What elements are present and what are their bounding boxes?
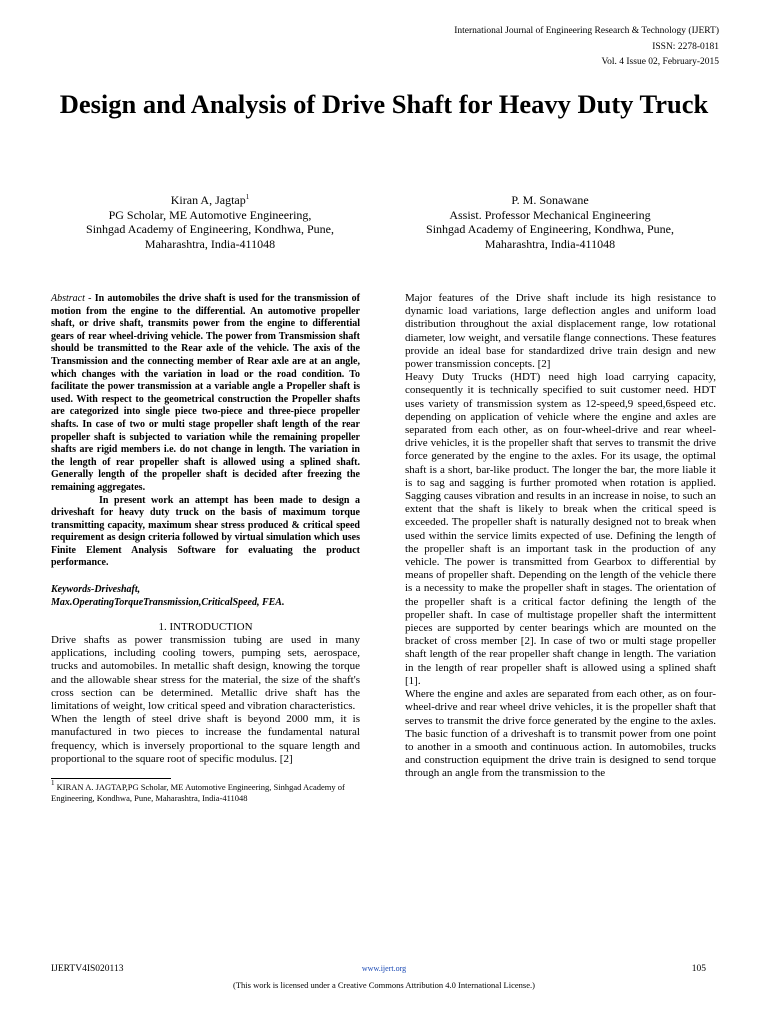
keywords-line: Max.OperatingTorqueTransmission,CriticalSpeed, FEA. [51,597,285,609]
author-name: Kiran A, Jagtap [170,193,246,207]
section-heading-introduction: 1. INTRODUCTION [158,621,253,634]
author-affiliation-line: Sinhgad Academy of Engineering, Kondhwa, Pune, [426,222,674,236]
author-footnote-mark: 1 [245,193,250,201]
footnote-mark: 1 [51,779,55,788]
right-column [405,292,716,781]
body-paragraph: Drive shafts as power transmission tubing are used in many applications, including cooling towers, pumping sets, aerospace, trucks and automobiles. In metallic shaft design, knowing the torque and the allowable shear stress for the material, the size of the shaft's cross section can be determined. Metallic drive shaft has the limitations of weight, low critical speed and vibration characteristics. [51,634,360,713]
author-affiliation-line: PG Scholar, ME Automotive Engineering, [108,207,312,222]
footer-page-number: 105 [691,964,706,974]
body-paragraph: Heavy Duty Trucks (HDT) need high load carrying capacity, consequently it is technically specified to suit customer need. HDT uses variety of transmission system as 12-speed,9 speed,6speed etc. depending on application of vehicle where the engine and axles are separated from each other, as on four-wheel-drive and rear wheel-drive vehicles, it is the propeller shaft that serves to transmit the drive force generated by the engine to the axles. For its usage, the optimal shaft is a short, bar-like product. The longer the bar, the more liable it is to sag and sagging is further promoted when rotation is applied. Sagging causes vibration and results in an increase in noise, to such an extent that the shaft is likely to break when the critical speed is exceeded. The propeller shaft is naturally designed not to break when used within the service limits expected of use. Defining the length of the propeller shaft is an important task in the production of any vehicle. The power is transmitted from Gearbox to differential by means of propeller shaft. Depending on the length of the vehicle there is a necessity to make the propeller shaft in stages. The orientation of the propeller shaft is a critical factor defining the length of the propeller shaft. In case of multistage propeller shaft the intermittent pieces are supported by center bearings which are mounted on the bracket of cross member [2]. In case of two or multi stage propeller shaft length of the rear propeller shaft change in length. The variation in the length of rear propeller shaft is allowed using a splined shaft [1]. [405,371,716,687]
footnote-text: KIRAN A. JAGTAP,PG Scholar, ME Automotive Engineering, Sinhgad Academy of Engineering, Kondhwa, Pune, Maharashtra, India-411048 [51,782,345,804]
abstract-text: In automobiles the drive shaft is used for the transmission of motion from the engine to the differential. An automotive propeller shaft, or drive shaft, transmits power from the engine to differential gears of rear wheel-driving vehicle. The power from Transmission shaft should be transmitted to the Rear axle of the vehicle. The axis of the Transmission and the connecting member of Rear axle are at an angle, which changes with the variation in load or the road condition. To facilitate the power transmission at a variable angle a Propeller shaft is used. With respect to the geometrical construction the Propeller shafts are categorized into single piece two-piece and three-piece propeller shafts. In case of two or multi stage propeller shaft length of the rear propeller shaft is subjected to variation while the remaining propeller shafts are rigid members i.e. do not change in length. The variation in the length of rear propeller shaft is allowed using a splined shaft. Generally length of the propeller shaft is decided after freezing the remaining aggregates. [51,293,361,493]
footnote [51,779,360,804]
journal-issn: ISSN: 2278-0181 [652,41,719,52]
footer-paper-id: IJERTV4IS020113 [51,964,124,974]
body-paragraph: When the length of steel drive shaft is beyond 2000 mm, it is manufactured in two pieces to increase the fundamental natural frequency, which is inversely proportional to the square length and proportional to the square root of specific modulus. [2] [51,713,360,765]
body-paragraph: Major features of the Drive shaft include its high resistance to dynamic load variations, large deflection angles and uniform load distribution throughout the axial displacement range, low rotational diameter, low weight, and versatile flange connections. These features provide an ideal base for standardized drive train design and new power transmission concepts. [2] [405,292,716,371]
journal-name: International Journal of Engineering Research & Technology (IJERT) [454,26,719,36]
author-affiliation-line: Maharashtra, India-411048 [144,236,276,251]
paper-title: Design and Analysis of Drive Shaft for Heavy Duty Truck [59,89,709,119]
keywords [51,583,360,609]
author-affiliation-line: Maharashtra, India-411048 [484,236,616,251]
abstract-label: Abstract - [51,293,92,304]
abstract-paragraph-2: In present work an attempt has been made to design a driveshaft for heavy duty truck on the basis of maximum torque transmitting capacity, maximum shear stress produced & critical speed requirement as design criteria followed by virtual simulation which uses Finite Element Analysis Software for evaluating the product performance. [51,494,360,569]
journal-header [454,24,719,71]
left-column [51,293,360,804]
author-affiliation-line: Sinhgad Academy of Engineering, Kondhwa, Pune, [86,222,334,236]
author-block-2 [400,193,700,251]
footnote-divider [51,778,171,779]
author-block-1 [60,193,360,251]
footer-license: (This work is licensed under a Creative Commons Attribution 4.0 International License.) [233,980,535,990]
author-affiliation-line: Assist. Professor Mechanical Engineering [449,207,651,222]
footer-url-link[interactable]: www.ijert.org [361,964,407,973]
abstract-paragraph [51,293,360,495]
author-name: P. M. Sonawane [511,193,589,207]
journal-volume: Vol. 4 Issue 02, February-2015 [601,57,719,67]
body-paragraph: Where the engine and axles are separated from each other, as on four-wheel-drive and rear wheel drive vehicles, it is the propeller shaft that serves to transmit the drive force generated by the engine to the axles. The basic function of a driveshaft is to transmit power from one point to another in a smooth and continuous action. In automobiles, trucks and construction equipment the drive train is designed to send torque through an angle from the transmission to the [405,688,716,780]
keywords-line: Keywords-Driveshaft, [51,584,141,596]
